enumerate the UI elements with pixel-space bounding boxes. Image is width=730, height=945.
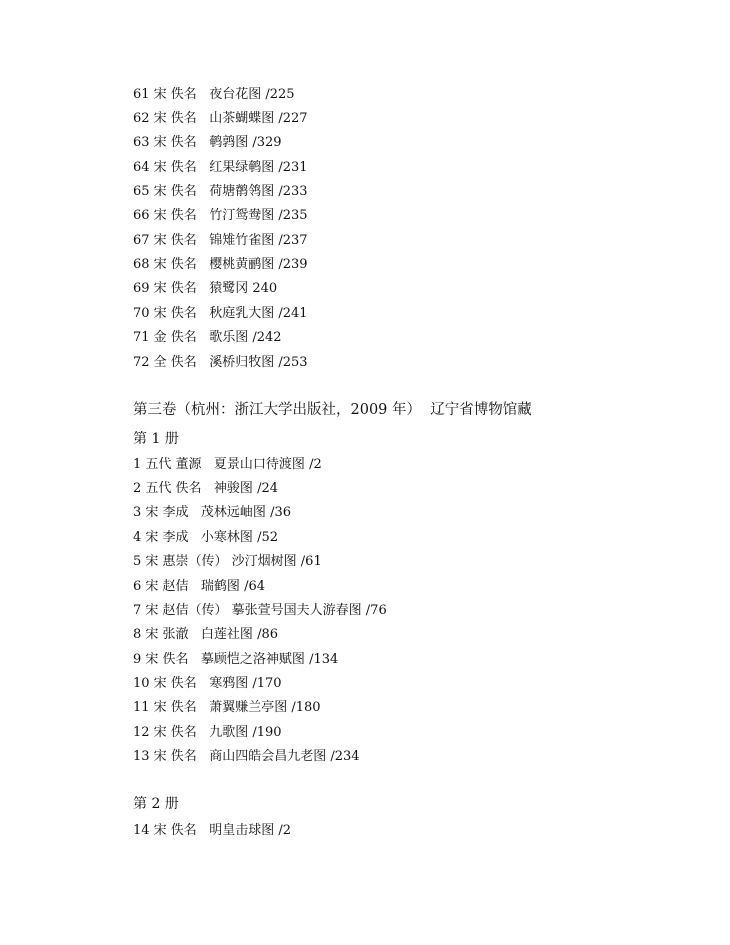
catalog-entry-9: 9 宋 佚名 摹顾恺之洛神赋图 /134	[133, 652, 339, 667]
catalog-entry-68: 68 宋 佚名 樱桃黄鹂图 /239	[133, 257, 308, 272]
catalog-entry-13: 13 宋 佚名 商山四皓会昌九老图 /234	[133, 749, 360, 764]
catalog-entry-11: 11 宋 佚名 萧翼赚兰亭图 /180	[133, 700, 321, 715]
catalog-entry-70: 70 宋 佚名 秋庭乳大图 /241	[133, 306, 308, 321]
catalog-entry-66: 66 宋 佚名 竹汀鸳鸯图 /235	[133, 208, 308, 223]
catalog-entry-69: 69 宋 佚名 猿鹭冈 240	[133, 281, 278, 296]
catalog-entry-2: 2 五代 佚名 神骏图 /24	[133, 481, 278, 496]
catalog-entry-4: 4 宋 李成 小寒林图 /52	[133, 530, 278, 545]
catalog-entry-65: 65 宋 佚名 荷塘鹡鸰图 /233	[133, 184, 308, 199]
catalog-entry-64: 64 宋 佚名 红果绿鹌图 /231	[133, 160, 308, 175]
catalog-entry-6: 6 宋 赵佶 瑞鹤图 /64	[133, 579, 265, 594]
catalog-entry-5: 5 宋 惠崇（传） 沙汀烟树图 /61	[133, 554, 322, 569]
catalog-entry-12: 12 宋 佚名 九歌图 /190	[133, 725, 282, 740]
book-heading-2: 第 2 册	[133, 796, 179, 812]
book-heading-1: 第 1 册	[133, 431, 179, 447]
catalog-entry-72: 72 全 佚名 溪桥归牧图 /253	[133, 355, 308, 370]
volume-heading: 第三卷（杭州：浙江大学出版社，2009 年） 辽宁省博物馆藏	[133, 402, 532, 418]
catalog-entry-62: 62 宋 佚名 山茶蝴蝶图 /227	[133, 111, 308, 126]
catalog-entry-14: 14 宋 佚名 明皇击球图 /2	[133, 823, 291, 838]
catalog-entry-67: 67 宋 佚名 锦雉竹雀图 /237	[133, 233, 308, 248]
catalog-entry-3: 3 宋 李成 茂林远岫图 /36	[133, 505, 291, 520]
catalog-entry-8: 8 宋 张澈 白莲社图 /86	[133, 627, 278, 642]
catalog-entry-63: 63 宋 佚名 鹌鹑图 /329	[133, 135, 282, 150]
catalog-entry-61: 61 宋 佚名 夜台花图 /225	[133, 87, 295, 102]
catalog-entry-10: 10 宋 佚名 寒鸦图 /170	[133, 676, 282, 691]
catalog-entry-1: 1 五代 董源 夏景山口待渡图 /2	[133, 457, 322, 472]
catalog-entry-7: 7 宋 赵佶（传） 摹张萱号国夫人游春图 /76	[133, 603, 387, 618]
catalog-entry-71: 71 金 佚名 歌乐图 /242	[133, 330, 282, 345]
